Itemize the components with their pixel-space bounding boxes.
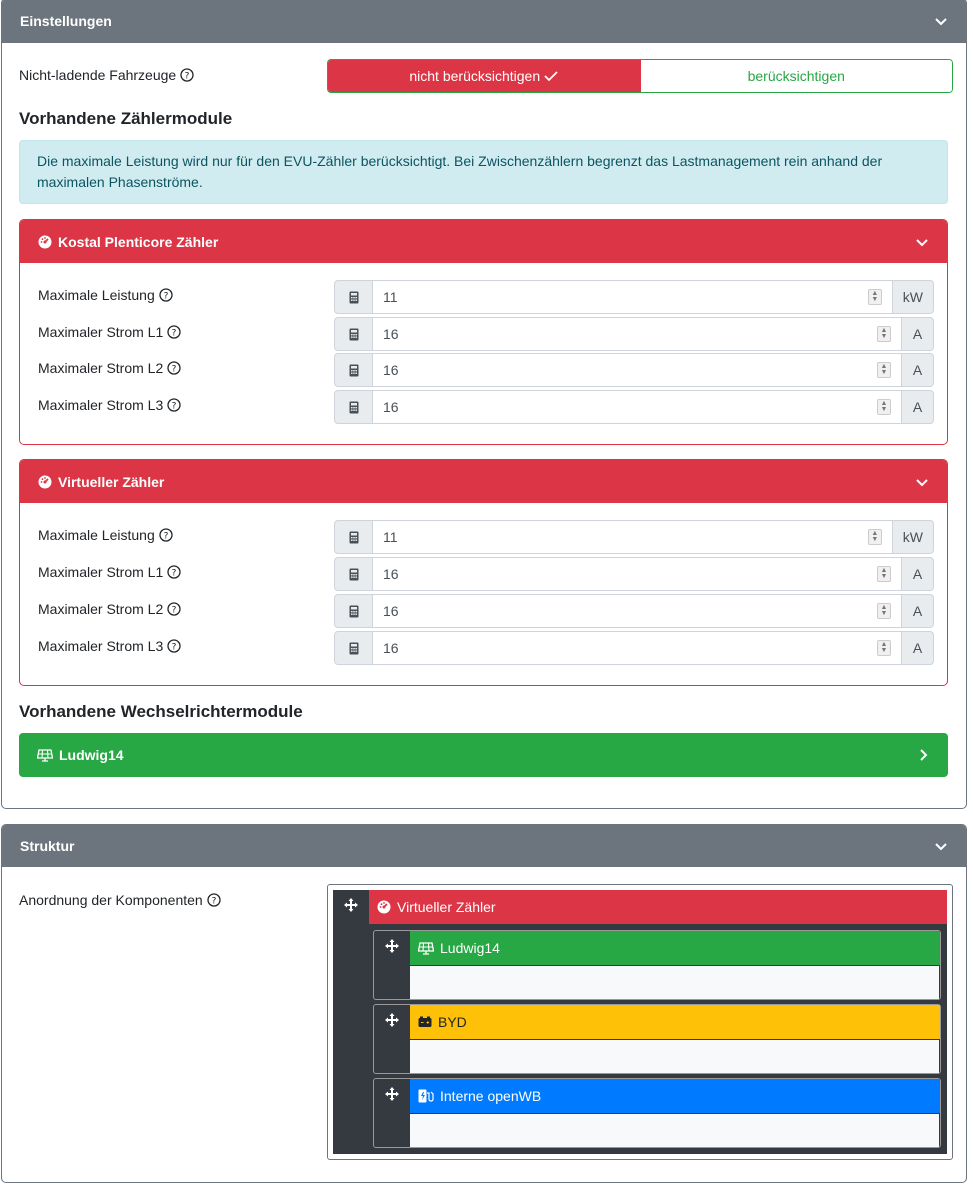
tree-root-header[interactable] <box>369 890 947 924</box>
unit-label: A <box>902 557 934 591</box>
max-current-l1-input[interactable]: 16 ▲ ▼ <box>373 557 902 591</box>
chevron-down-icon[interactable] <box>934 839 948 853</box>
calculator-icon <box>334 317 373 351</box>
help-icon[interactable] <box>167 639 181 653</box>
help-icon[interactable] <box>167 325 181 339</box>
field-max-power: Maximale Leistung ? 11 ▲ ▼ kW <box>20 280 947 314</box>
settings-card-header[interactable] <box>2 0 966 43</box>
calculator-icon <box>334 353 373 387</box>
max-current-l2-input[interactable]: 16 ▲ ▼ <box>373 594 902 628</box>
structure-card-title: Struktur <box>20 838 75 854</box>
svg-text:?: ? <box>184 71 190 82</box>
help-icon[interactable] <box>159 288 173 302</box>
chevron-down-icon[interactable] <box>934 14 948 28</box>
max-current-l1-input[interactable]: 16 ▲ ▼ <box>373 317 902 351</box>
max-current-l3-input[interactable]: 16 ▲ ▼ <box>373 631 902 665</box>
tree-node-root[interactable] <box>333 890 947 1154</box>
spinner-icon[interactable]: ▲ ▼ <box>877 566 891 582</box>
field-max-current-l2: Maximaler Strom L2 ? 16 ▲ ▼ A <box>20 594 947 628</box>
svg-text:?: ? <box>171 642 177 653</box>
svg-text:?: ? <box>163 291 169 302</box>
tree-child-label: BYD <box>438 1014 467 1030</box>
counter-card-virtual <box>19 459 948 686</box>
max-power-input[interactable]: 11 ▲ ▼ <box>373 280 893 314</box>
help-icon[interactable] <box>167 398 181 412</box>
spinner-icon[interactable]: ▲ ▼ <box>877 603 891 619</box>
drop-zone[interactable] <box>410 966 939 999</box>
battery-icon <box>418 1016 432 1028</box>
tree-node-byd[interactable] <box>373 1004 941 1074</box>
spinner-icon[interactable]: ▲ ▼ <box>877 362 891 378</box>
solar-panel-icon <box>418 942 434 955</box>
move-icon[interactable] <box>374 1079 410 1102</box>
help-icon[interactable] <box>167 361 181 375</box>
tree-child-header[interactable] <box>410 1005 940 1039</box>
charging-station-icon <box>418 1089 434 1103</box>
spinner-icon[interactable]: ▲ ▼ <box>877 640 891 656</box>
svg-text:?: ? <box>171 401 177 412</box>
field-max-current-l2: Maximaler Strom L2 ? 16 ▲ ▼ A <box>20 353 947 387</box>
settings-card-title: Einstellungen <box>20 13 112 29</box>
spinner-icon[interactable]: ▲ ▼ <box>868 289 882 305</box>
svg-text:?: ? <box>171 605 177 616</box>
calculator-icon <box>334 390 373 424</box>
unit-label: A <box>902 631 934 665</box>
unit-label: A <box>902 317 934 351</box>
calculator-icon <box>334 557 373 591</box>
counter-card-header[interactable] <box>20 220 947 263</box>
tree-child-header[interactable] <box>410 1079 940 1113</box>
move-icon[interactable] <box>333 890 369 913</box>
svg-text:?: ? <box>211 896 217 907</box>
calculator-icon <box>334 280 373 314</box>
inverter-section-title: Vorhandene Wechselrichtermodule <box>19 702 303 721</box>
svg-text:?: ? <box>171 568 177 579</box>
calculator-icon <box>334 631 373 665</box>
check-icon <box>544 70 558 82</box>
chevron-down-icon[interactable] <box>915 235 929 249</box>
tree-node-ludwig14[interactable] <box>373 930 941 1000</box>
calculator-icon <box>334 594 373 628</box>
counter-section-title: Vorhandene Zählermodule <box>19 109 233 128</box>
gauge-icon <box>377 900 391 914</box>
ignore-button[interactable]: nicht berücksichtigen <box>328 60 641 92</box>
tree-child-label: Ludwig14 <box>440 940 500 956</box>
tree-child-header[interactable] <box>410 931 940 965</box>
help-icon[interactable] <box>180 68 194 82</box>
solar-panel-icon <box>37 749 53 762</box>
component-tree <box>327 884 953 1160</box>
counter-card-kostal <box>19 219 948 445</box>
unit-label: kW <box>893 280 934 314</box>
move-icon[interactable] <box>374 1005 410 1028</box>
field-max-current-l1: Maximaler Strom L1 ? 16 ▲ ▼ A <box>20 317 947 351</box>
non-charging-vehicles-label: Nicht-ladende Fahrzeuge ? <box>19 67 194 83</box>
unit-label: A <box>902 594 934 628</box>
help-icon[interactable] <box>207 893 221 907</box>
tree-child-label: Interne openWB <box>440 1088 542 1104</box>
arrangement-label: Anordnung der Komponenten ? <box>19 892 221 908</box>
move-icon[interactable] <box>374 931 410 954</box>
spinner-icon[interactable]: ▲ ▼ <box>877 326 891 342</box>
counter-title: Kostal Plenticore Zähler <box>58 233 219 250</box>
max-power-input[interactable]: 11 ▲ ▼ <box>373 520 893 554</box>
counter-card-header[interactable] <box>20 460 947 503</box>
chevron-right-icon[interactable] <box>916 748 930 762</box>
unit-label: kW <box>893 520 934 554</box>
drop-zone[interactable] <box>410 1114 939 1147</box>
unit-label: A <box>902 390 934 424</box>
inverter-item-ludwig14[interactable] <box>19 733 948 777</box>
non-charging-toggle <box>327 59 953 93</box>
consider-button[interactable]: berücksichtigen <box>641 60 953 92</box>
calculator-icon <box>334 520 373 554</box>
chevron-down-icon[interactable] <box>915 475 929 489</box>
counter-title: Virtueller Zähler <box>58 473 165 490</box>
drop-zone[interactable] <box>410 1040 939 1073</box>
svg-text:?: ? <box>171 328 177 339</box>
help-icon[interactable] <box>159 528 173 542</box>
tree-root-label: Virtueller Zähler <box>397 899 496 915</box>
spinner-icon[interactable]: ▲ ▼ <box>877 399 891 415</box>
help-icon[interactable] <box>167 565 181 579</box>
help-icon[interactable] <box>167 602 181 616</box>
max-current-l3-input[interactable]: 16 ▲ ▼ <box>373 390 902 424</box>
field-max-current-l3: Maximaler Strom L3 ? 16 ▲ ▼ A <box>20 390 947 424</box>
max-current-l2-input[interactable]: 16 ▲ ▼ <box>373 353 902 387</box>
inverter-name: Ludwig14 <box>59 747 124 763</box>
info-alert: Die maximale Leistung wird nur für den EVU-Zähler berücksichtigt. Bei Zwischenzählern begrenzt das Lastmanagement rein anhand der maximalen Phasenströme. <box>19 140 948 204</box>
unit-label: A <box>902 353 934 387</box>
field-max-current-l1: Maximaler Strom L1 ? 16 ▲ ▼ A <box>20 557 947 591</box>
field-max-power: Maximale Leistung ? 11 ▲ ▼ kW <box>20 520 947 554</box>
svg-text:?: ? <box>171 364 177 375</box>
gauge-icon <box>38 475 52 489</box>
gauge-icon <box>38 235 52 249</box>
field-max-current-l3: Maximaler Strom L3 ? 16 ▲ ▼ A <box>20 631 947 665</box>
svg-text:?: ? <box>163 531 169 542</box>
spinner-icon[interactable]: ▲ ▼ <box>868 529 882 545</box>
structure-card-header[interactable] <box>2 825 966 867</box>
tree-node-interne-openwb[interactable] <box>373 1078 941 1148</box>
